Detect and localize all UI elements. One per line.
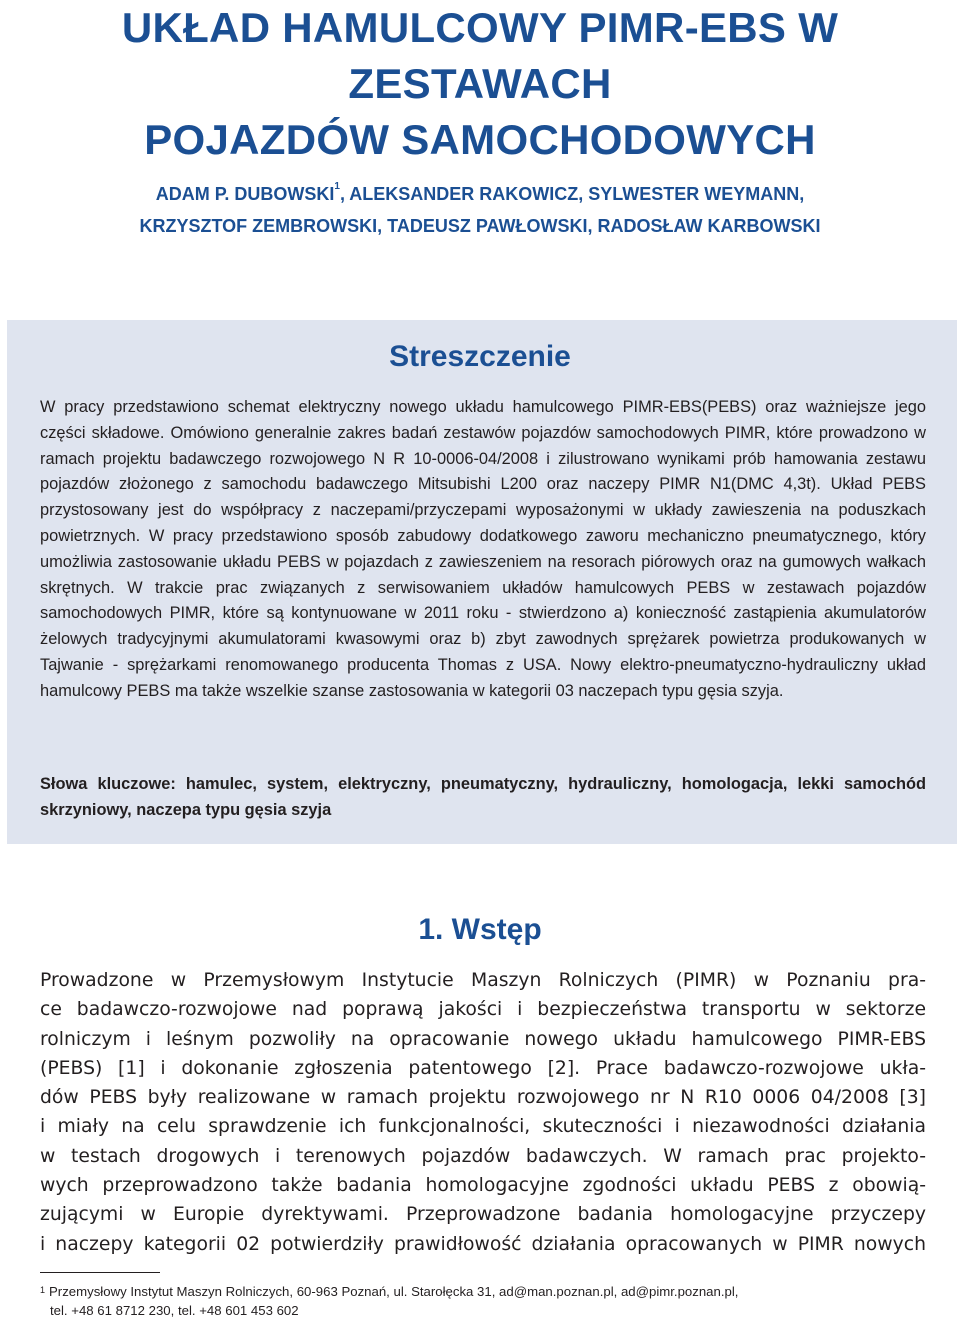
introduction-line: dów PEBS były realizowane w ramach projektu rozwojowego nr N R10 0006 04/2008 [3]	[40, 1087, 926, 1109]
paper-title-line-1: UKŁAD HAMULCOWY PIMR-EBS W ZESTAWACH	[121, 4, 839, 107]
footnote-line-1: Przemysłowy Instytut Maszyn Rolniczych, 60-963 Poznań, ul. Starołęcka 31, ad@man.poznan.pl, ad@pimr.poznan.pl,	[49, 1284, 739, 1299]
affiliation-mark: 1	[334, 181, 340, 192]
author-first: ADAM P. DUBOWSKI	[155, 184, 335, 204]
introduction-line: (PEBS) [1] i dokonanie zgłoszenia patentowego [2]. Prace badawczo-rozwojowe ukła-	[40, 1057, 926, 1079]
footnote-divider	[40, 1272, 160, 1273]
footnote-line-2: tel. +48 61 8712 230, tel. +48 601 453 602	[50, 1303, 299, 1318]
author-list	[0, 178, 960, 242]
introduction-line: i naczepy kategorii 02 potwierdziły prawidłowość działania opracowanych w PIMR nowych	[40, 1233, 926, 1255]
author-rest: , ALEKSANDER RAKOWICZ, SYLWESTER WEYMANN,	[339, 184, 805, 204]
keywords: Słowa kluczowe: hamulec, system, elektryczny, pneumatyczny, hydrauliczny, homologacja, lekki samochód skrzyniowy, naczepa typu gęsia szyja	[40, 775, 926, 819]
introduction-line: rolniczym i leśnym pozwoliły na opracowanie nowego układu hamulcowego PIMR-EBS	[40, 1028, 926, 1050]
footnote-mark: 1	[40, 1285, 46, 1295]
paper-title	[0, 0, 960, 168]
introduction-line: zującymi w Europie dyrektywami. Przeprowadzone badania homologacyjne przyczepy	[40, 1204, 926, 1226]
author-list-line-1	[0, 178, 960, 210]
introduction-line: i miały na celu sprawdzenie ich funkcjonalności, skuteczności i niezawodności działania	[40, 1116, 926, 1138]
abstract-body: W pracy przedstawiono schemat elektryczny nowego układu hamulcowego PIMR-EBS(PEBS) oraz ważniejsze jego części składowe. Omówiono generalnie zakres badań zestawów pojazdów samochodowych PIMR, które prowadzono w ramach projektu badawczego rozwojowego N R 10-0006-04/2008 i zilustrowano wynikami prób hamowania zestawu pojazdów złożonego z samochodu badawczego Mitsubishi L200 oraz naczepy PIMR N1(DMC 4,3t). Układ PEBS przystosowany jest do współpracy z naczepami/przyczepami wyposażonymi w układy zawieszenia na poduszkach powietrznych. W pracy przedstawiono sposób zabudowy dodatkowego zaworu mechaniczno pneumatycznego, który umożliwia zastosowanie układu PEBS w pojazdach z zawieszeniem na resorach piórowych oraz na gumowych wałkach skrętnych. W trakcie prac związanych z serwisowaniem układów hamulcowych PEBS w zestawach pojazdów samochodowych PIMR, które są kontynuowane w 2011 roku - stwierdzono a) konieczność zastąpienia akumulatorów żelowych tradycyjnymi akumulatorami kwasowymi oraz b) zbyt zawodnych sprężarek powietrza produkowanych w Tajwanie - sprężarkami renomowanego producenta Thomas z USA. Nowy elektro-pneumatyczno-hydrauliczny układ hamulcowy PEBS ma także wszelkie szanse zastosowania w kategorii 03 naczepach typu gęsia szyja.	[40, 398, 926, 700]
section-heading-introduction: 1. Wstęp	[418, 913, 542, 946]
abstract-heading: Streszczenie	[389, 340, 571, 373]
footnote	[40, 1282, 926, 1320]
introduction-line: ce badawczo-rozwojowe nad poprawą jakości i bezpieczeństwa transportu w sektorze	[40, 999, 926, 1021]
author-list-line-2: KRZYSZTOF ZEMBROWSKI, TADEUSZ PAWŁOWSKI, RADOSŁAW KARBOWSKI	[139, 216, 821, 236]
introduction-line: Prowadzone w Przemysłowym Instytucie Maszyn Rolniczych (PIMR) w Poznaniu pra-	[40, 970, 926, 991]
paper-title-line-2: POJAZDÓW SAMOCHODOWYCH	[144, 116, 816, 163]
introduction-line: wych przeprowadzono także badania homologacyjne zgodności układu PEBS z obowią-	[40, 1175, 926, 1197]
introduction-body	[40, 966, 926, 1259]
introduction-line: w testach drogowych i terenowych pojazdów badawczych. W ramach prac projekto-	[40, 1145, 926, 1167]
